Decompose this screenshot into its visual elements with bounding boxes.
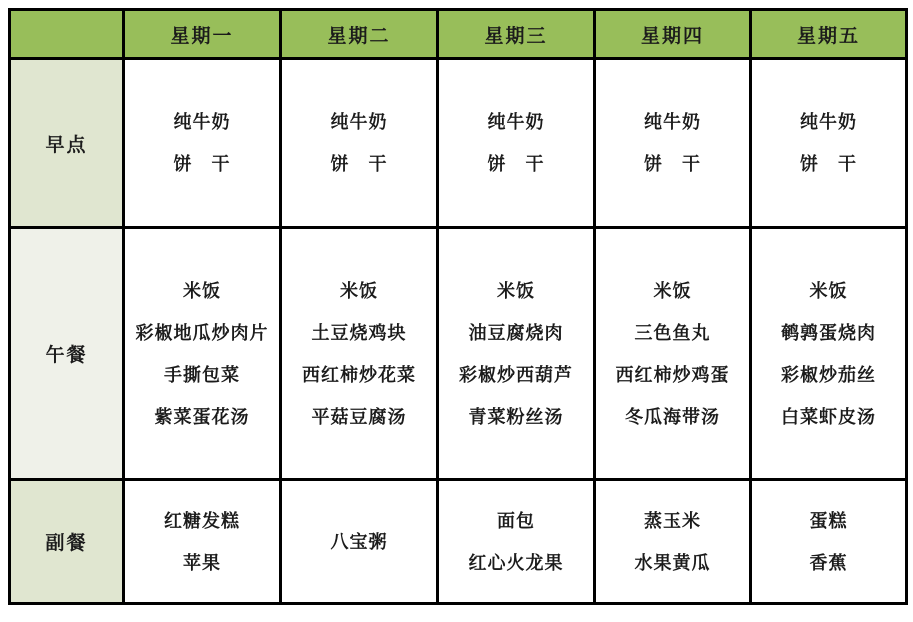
menu-item: 蒸玉米 — [644, 510, 701, 531]
breakfast-row — [10, 59, 907, 228]
menu-item: 三色鱼丸 — [634, 322, 711, 343]
menu-item: 彩椒炒西葫芦 — [459, 364, 573, 385]
menu-item: 饼 干 — [487, 154, 545, 174]
menu-item: 蛋糕 — [809, 510, 848, 531]
menu-item: 苹果 — [183, 552, 221, 573]
menu-cell-snack-friday — [751, 480, 907, 604]
row-label-snack: 副餐 — [10, 480, 124, 604]
menu-cell-lunch-thursday — [595, 228, 751, 480]
menu-item: 纯牛奶 — [644, 112, 701, 132]
menu-item: 纯牛奶 — [487, 112, 545, 132]
menu-item: 饼 干 — [330, 154, 388, 174]
menu-cell-lunch-tuesday — [281, 228, 438, 480]
menu-item: 紫菜蛋花汤 — [154, 406, 250, 427]
row-label-lunch: 午餐 — [10, 228, 124, 480]
menu-item: 米饭 — [183, 280, 221, 301]
menu-item: 饼 干 — [800, 154, 857, 174]
corner-cell — [10, 10, 124, 59]
menu-item: 手撕包菜 — [164, 364, 240, 385]
menu-item: 鹌鹑蛋烧肉 — [781, 322, 876, 343]
menu-item: 油豆腐烧肉 — [468, 322, 564, 343]
menu-item: 纯牛奶 — [800, 112, 857, 132]
menu-cell-lunch-monday — [124, 228, 281, 480]
menu-item: 白菜虾皮汤 — [781, 406, 876, 427]
menu-item: 香蕉 — [809, 552, 848, 573]
menu-cell-breakfast-friday — [751, 59, 907, 228]
menu-item: 红糖发糕 — [164, 510, 240, 531]
row-label-breakfast: 早点 — [10, 59, 124, 228]
day-header-monday: 星期一 — [124, 10, 281, 59]
menu-item: 米饭 — [497, 280, 535, 301]
menu-cell-snack-wednesday — [438, 480, 595, 604]
menu-item: 红心火龙果 — [468, 552, 564, 573]
header-row — [10, 10, 907, 59]
menu-item: 米饭 — [809, 280, 848, 301]
menu-item: 土豆烧鸡块 — [311, 322, 407, 343]
menu-item: 西红柿炒花菜 — [302, 364, 416, 385]
menu-cell-breakfast-tuesday — [281, 59, 438, 228]
menu-item: 纯牛奶 — [173, 112, 231, 132]
menu-cell-breakfast-thursday — [595, 59, 751, 228]
menu-item: 冬瓜海带汤 — [625, 406, 720, 427]
day-header-wednesday: 星期三 — [438, 10, 595, 59]
menu-item: 彩椒地瓜炒肉片 — [135, 322, 269, 343]
menu-item: 饼 干 — [644, 154, 701, 174]
menu-item: 西红柿炒鸡蛋 — [615, 364, 730, 385]
day-header-thursday: 星期四 — [595, 10, 751, 59]
menu-cell-snack-tuesday — [281, 480, 438, 604]
menu-item: 纯牛奶 — [330, 112, 388, 132]
menu-item: 八宝粥 — [330, 531, 388, 552]
menu-cell-snack-thursday — [595, 480, 751, 604]
menu-item: 米饭 — [340, 280, 378, 301]
menu-cell-lunch-friday — [751, 228, 907, 480]
menu-cell-lunch-wednesday — [438, 228, 595, 480]
menu-cell-snack-monday — [124, 480, 281, 604]
menu-item: 米饭 — [653, 280, 692, 301]
menu-item: 青菜粉丝汤 — [468, 406, 564, 427]
menu-item: 饼 干 — [173, 154, 231, 174]
day-header-tuesday: 星期二 — [281, 10, 438, 59]
menu-cell-breakfast-monday — [124, 59, 281, 228]
menu-item: 平菇豆腐汤 — [311, 406, 407, 427]
menu-item: 水果黄瓜 — [634, 552, 711, 573]
weekly-menu-table — [8, 8, 908, 605]
menu-item: 面包 — [497, 510, 535, 531]
menu-item: 彩椒炒茄丝 — [781, 364, 876, 385]
day-header-friday: 星期五 — [751, 10, 907, 59]
snack-row — [10, 480, 907, 604]
menu-cell-breakfast-wednesday — [438, 59, 595, 228]
lunch-row — [10, 228, 907, 480]
